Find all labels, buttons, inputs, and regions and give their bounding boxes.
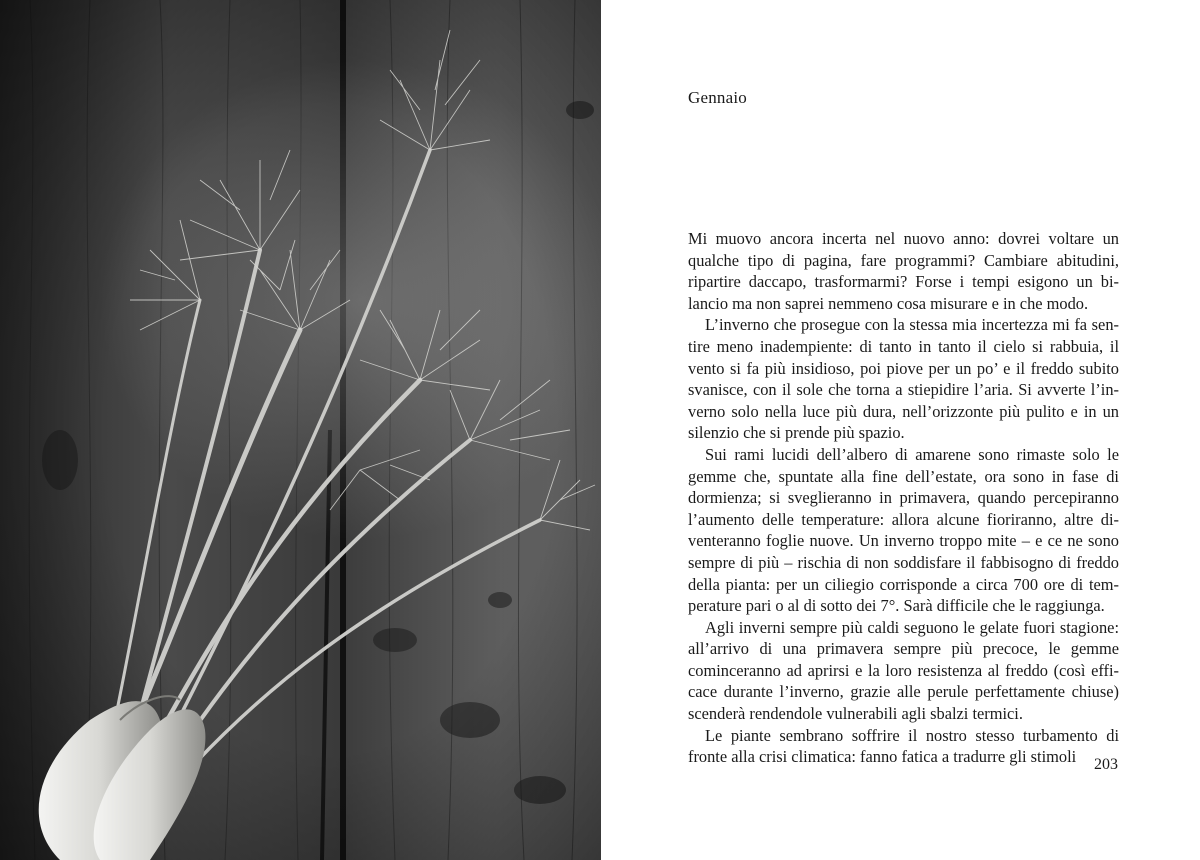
paragraph: Sui rami lucidi dell’albero di amarene sono rimaste solo le gemme che, spuntate alla fine dell’estate, ora sono in fase di dormienza; si sveglieranno in primavera, quando percepiranno l’aumento delle temperature: allora alcune fioriranno, altre diventeranno foglie nuove. Un inverno troppo mite – e ce ne sono sempre di più – rischia di non soddisfare il fabbisogno di freddo della pianta: per un ciliegio corrisponde a circa 700 ore di temperature pari o al di sotto dei 7°. Sarà difficile che le raggiunga. <box>688 444 1119 616</box>
text-page <box>601 0 1200 860</box>
paragraph: Agli inverni sempre più caldi seguono le gelate fuori stagione: all’arrivo di una primavera sempre più precoce, le gemme cominceranno ad aprirsi e la loro resistenza al freddo (così efficace durante l’inverno, grazie alle perule perfettamente chiuse) scenderà rendendole vulnerabili agli sbalzi termici. <box>688 617 1119 724</box>
chapter-title: Gennaio <box>688 88 747 107</box>
paragraph: Mi muovo ancora incerta nel nuovo anno: dovrei voltare un qualche tipo di pagina, fare programmi? Cambiare abitudini, ripartire daccapo, trasformarmi? Forse i tempi esigono un bilancio ma non saprei nemmeno cosa misurare e in che modo. <box>688 229 1119 313</box>
body-text <box>688 228 1119 768</box>
paragraph: Le piante sembrano soffrire il nostro stesso turbamento di fronte alla crisi climatica: fanno fatica a tradurre gli stimoli <box>688 725 1119 767</box>
page-number: 203 <box>1094 756 1118 773</box>
paragraph: L’inverno che prosegue con la stessa mia incertezza mi fa sentire meno inadempiente: di tanto in tanto il cielo si rabbuia, il vento si fa più insidioso, poi piove per un po’ e il freddo subito svanisce, con il sole che torna a stiepidire l’aria. Si avverte l’inverno solo nella luce più dura, nell’orizzonte più pulito e in un silenzio che si prende più spazio. <box>688 315 1119 443</box>
